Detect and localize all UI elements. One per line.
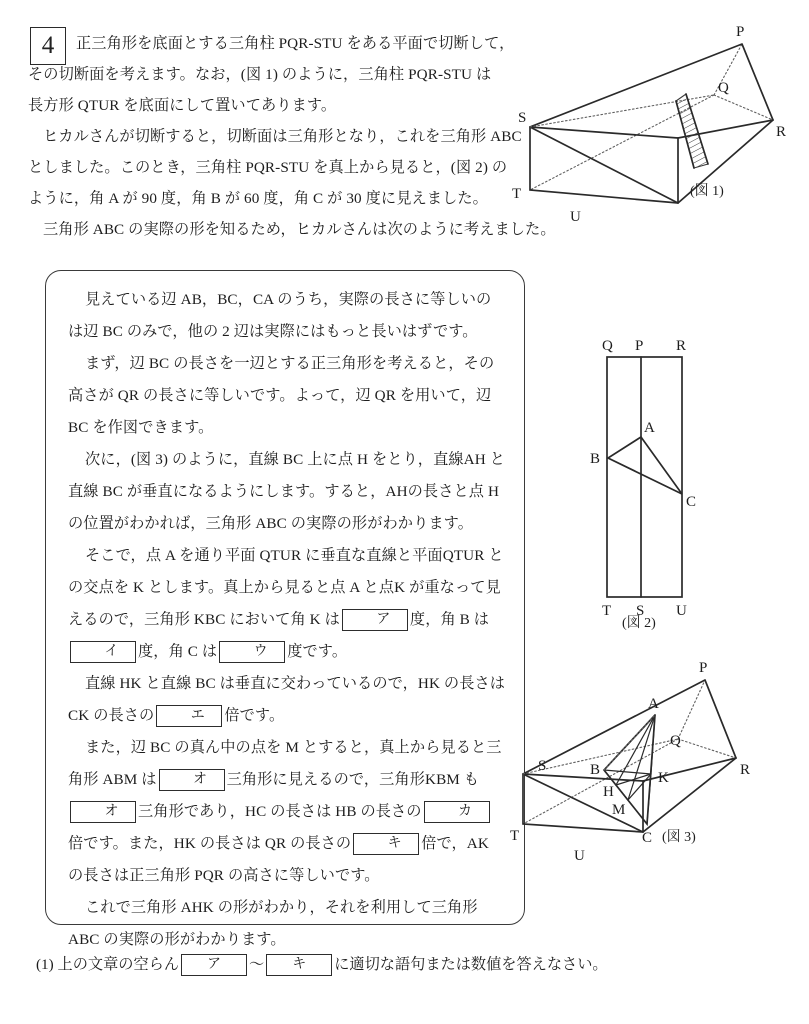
fig3-label-C: C — [642, 830, 653, 846]
figure-1 — [508, 18, 793, 233]
intro-line-7: 三角形 ABC の実際の形を知るため，ヒカルさんは次のように考えました。 — [43, 221, 556, 238]
reasoning-p5-b: 長さは CK の長さの — [68, 675, 506, 724]
question-1-number: (1) — [36, 956, 54, 973]
reasoning-p5-c: 倍です。 — [224, 707, 285, 724]
reasoning-p6-h: で，AK の長さは正三角形 PQR の高さに等しいです。 — [68, 835, 489, 884]
blank-i[interactable]: イ — [70, 641, 136, 663]
fig2-label-B: B — [590, 451, 601, 467]
reasoning-p3-l4: がわかります。 — [367, 515, 474, 532]
reasoning-p6 — [68, 732, 506, 892]
fig2-label-A: A — [644, 420, 655, 436]
figure-2-caption: (図 2) — [622, 616, 656, 631]
reasoning-p5 — [68, 668, 506, 732]
blank-o-2[interactable]: オ — [70, 801, 136, 823]
reasoning-p4-d2: 度，角 C は — [138, 643, 218, 660]
reasoning-p7-l1: これで三角形 AHK の形がわかり，それを利用して三角 — [85, 899, 463, 916]
fig3-label-U: U — [574, 848, 585, 864]
reasoning-p2-l1: まず，辺 BC の長さを一辺とする正三角形を考えると， — [85, 355, 464, 372]
reasoning-p1-l2: いのは辺 BC のみで，他の 2 辺は実際にはもっと長いはず — [68, 291, 492, 340]
fig2-label-S: S — [636, 603, 645, 619]
reasoning-p4-d1: 度，角 B は — [409, 611, 490, 628]
fig1-label-S: S — [518, 110, 527, 126]
fig3-label-T: T — [510, 828, 520, 844]
question-1 — [36, 952, 676, 978]
fig3-label-A: A — [648, 696, 659, 712]
blank-a[interactable]: ア — [342, 609, 408, 631]
reasoning-p4-c: K が重なって見えるので，三角形 KBC において角 K は — [68, 579, 501, 628]
intro-line-4: ヒカルさんが切断すると，切断面は三角形となり，これを三角形 ABC — [43, 128, 522, 145]
blank-ki[interactable]: キ — [353, 833, 419, 855]
fig1-label-R: R — [776, 124, 787, 140]
intro-line-2: その切断面を考えます。なお，(図 1) のように，三角柱 PQR-STU は — [28, 66, 492, 83]
blank-range-first[interactable]: ア — [181, 954, 247, 976]
reasoning-p6-a: また，辺 BC の真ん中の点を M とすると，真上から見 — [85, 739, 456, 756]
reasoning-p1 — [68, 284, 506, 348]
fig3-label-B: B — [590, 762, 601, 778]
fig2-label-C: C — [686, 494, 697, 510]
fig3-label-S: S — [538, 758, 547, 774]
reasoning-p5-a: 直線 HK と直線 BC は垂直に交わっているので，HK の — [85, 675, 460, 692]
reasoning-p6-d: KBM も — [425, 771, 480, 788]
fig3-label-K: K — [658, 770, 669, 786]
range-tilde: ～ — [249, 956, 265, 973]
reasoning-p3 — [68, 444, 506, 540]
reasoning-p7-l2: 形 ABC の実際の形がわかります。 — [68, 899, 478, 948]
fig3-label-P: P — [699, 660, 708, 676]
figure-3 — [508, 650, 798, 880]
fig2-label-T: T — [602, 603, 612, 619]
intro-line-1: 正三角形を底面とする三角柱 PQR-STU をある平面で切断して， — [76, 35, 515, 52]
blank-range-last[interactable]: キ — [266, 954, 332, 976]
fig2-label-Q: Q — [602, 338, 613, 354]
reasoning-p1-l1: 見えている辺 AB，BC，CA のうち，実際の長さに等し — [85, 291, 461, 308]
reasoning-p4-a: そこで，点 A を通り平面 QTUR に垂直な直線と平面 — [85, 547, 443, 564]
reasoning-p3-l2: AH と直線 BC が垂直になるようにします。すると，AH — [68, 451, 505, 500]
reasoning-p1-l3: です。 — [432, 323, 478, 340]
fig1-label-T: T — [512, 186, 522, 202]
fig1-label-P: P — [736, 24, 745, 40]
reasoning-p6-g: 倍 — [421, 835, 437, 852]
reasoning-p3-l3: の長さと点 H の位置がわかれば，三角形 ABC の実際の形 — [68, 483, 500, 532]
fig3-label-H: H — [603, 784, 614, 800]
reasoning-p6-b: ると三角形 ABM は — [68, 739, 502, 788]
reasoning-p6-f: 倍です。また，HK の長さは QR の長さの — [68, 835, 352, 852]
blank-ka[interactable]: カ — [424, 801, 490, 823]
fig2-label-P: P — [635, 338, 644, 354]
reasoning-p7 — [68, 892, 506, 956]
blank-o-1[interactable]: オ — [159, 769, 225, 791]
intro-line-3: 長方形 QTUR を底面にして置いてあります。 — [28, 97, 337, 114]
reasoning-text — [68, 284, 506, 956]
fig2-label-R: R — [676, 338, 687, 354]
intro-line-6: ように，角 A が 90 度，角 B が 60 度，角 C が 30 度に見えました。 — [28, 190, 488, 207]
figure-3-caption: (図 3) — [662, 830, 696, 845]
reasoning-p4 — [68, 540, 506, 668]
question-1-text-a: 上の文章の空らん — [57, 956, 180, 973]
fig3-label-Q: Q — [670, 733, 681, 749]
reasoning-p2-l3: いて，辺 BC を作図できます。 — [68, 387, 492, 436]
fig2-label-U: U — [676, 603, 687, 619]
question-1-text-b: に適切な語句または数値を答えなさい。 — [334, 956, 608, 973]
figure-2 — [560, 330, 720, 620]
reasoning-p6-c: 三角形に見えるので，三角形 — [226, 771, 425, 788]
fig3-label-M: M — [612, 802, 626, 818]
fig1-label-Q: Q — [718, 80, 729, 96]
fig3-label-R: R — [740, 762, 751, 778]
problem-number-badge: 4 — [30, 27, 66, 65]
intro-line-5: としました。このとき，三角柱 PQR-STU を真上から見ると，(図 2) の — [28, 159, 508, 176]
reasoning-p2-l2: その高さが QR の長さに等しいです。よって，辺 QR を用 — [68, 355, 495, 404]
fig1-label-U: U — [570, 209, 581, 225]
figure-1-caption: (図 1) — [690, 184, 724, 199]
reasoning-p3-l1: 次に，(図 3) のように，直線 BC 上に点 H をとり，直線 — [85, 451, 464, 468]
reasoning-p6-e: 三角形であり，HC の長さは HB の長さの — [138, 803, 422, 820]
reasoning-p2 — [68, 348, 506, 444]
blank-e[interactable]: エ — [156, 705, 222, 727]
reasoning-p4-d3: 度です。 — [287, 643, 348, 660]
blank-u[interactable]: ウ — [219, 641, 285, 663]
reasoning-p4-b: QTUR との交点を K とします。真上から見ると点 A と点 — [68, 547, 504, 596]
